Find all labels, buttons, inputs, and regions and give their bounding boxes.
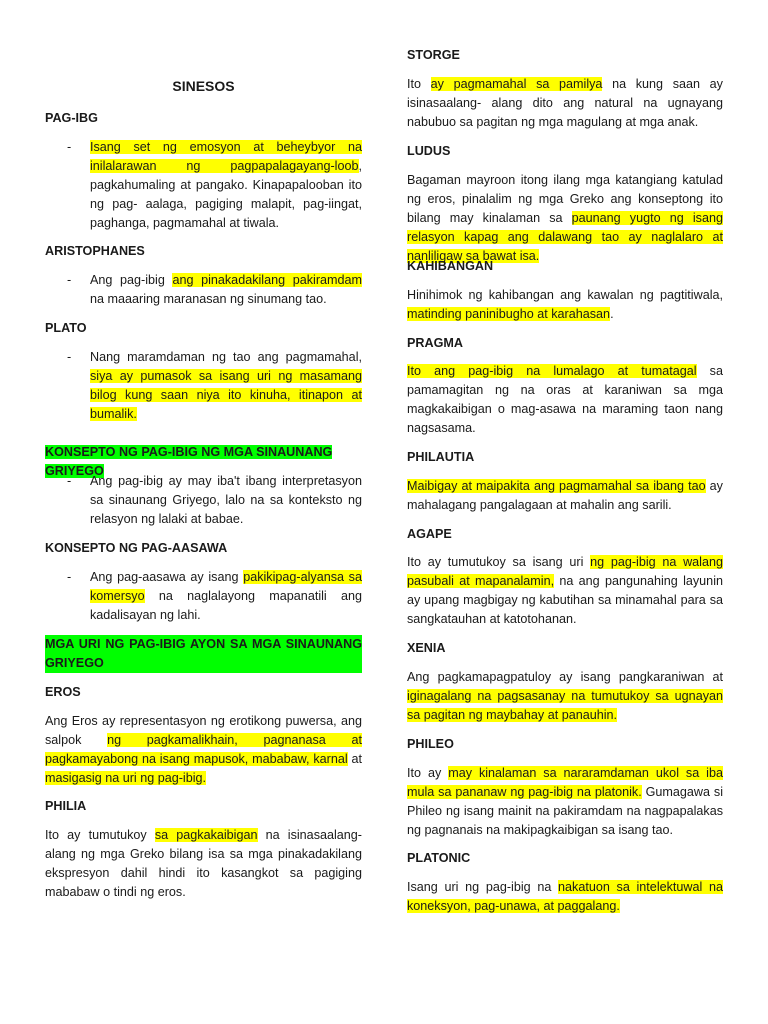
xenia-text: Ang pagkamapagpatuloy ay isang pangkaraniwan at iginagalang na pagsasanay na tumutukoy sa ugnayan sa pagitan ng maybahay at panauhin.: [407, 670, 723, 722]
eros-text: Ang Eros ay representasyon ng erotikong puwersa, ang salpok ng pagkamalikhain, pagnanasa at pagkamayabong na isang mapusok, mababaw, karnal at masigasig na uri ng pag-ibig.: [45, 714, 362, 785]
bullet-dash: -: [67, 273, 72, 287]
platonic-text: Isang uri ng pag-ibig na nakatuon sa intelektuwal na koneksyon, pag-unawa, at paggalang.: [407, 880, 723, 913]
bullet-dash: -: [67, 474, 72, 488]
highlight: masigasig na uri ng pag-ibig.: [45, 771, 207, 785]
heading-platonic: PLATONIC: [407, 851, 471, 865]
highlight: iginagalang na pagsasanay na tumutukoy sa ugnayan sa pagitan ng maybahay at panauhin.: [407, 689, 723, 722]
philia-text: Ito ay tumutukoy sa pagkakaibigan na isinasaalang-alang ng mga Greko bilang isa sa mga pinakadakilang ekspresyon dahil hindi ito kasangkot sa pagiging mababaw o tindi ng eros.: [45, 828, 362, 899]
heading-pagibig: PAG-IBG: [45, 111, 98, 125]
konsepto-griyego-text: Ang pag-ibig ay may iba't ibang interpretasyon sa sinaunang Griyego, lalo na sa konteksto ng relasyon ng lalaki at babae.: [90, 474, 362, 526]
konsepto-pagaasawa-item: [45, 568, 362, 625]
highlight: paunang yugto ng isang relasyon kapag ang dalawang tao ay naglalaro at nanliligaw sa bawat isa.: [407, 211, 723, 263]
pagibig-text: Isang set ng emosyon at beheybyor na inilalarawan ng pagpapalagayang-loob, pagkahumaling at pangako. Kinapapalooban ito ng pag- aalaga, pagiging malapit, pag-iingat, paghanga, pagmamahal at tiwala.: [90, 140, 362, 230]
highlight: Ito ang pag-ibig na lumalago at tumatagal: [407, 364, 697, 378]
heading-philia: PHILIA: [45, 799, 87, 813]
document-title: SINESOS: [172, 78, 235, 94]
heading-konsepto-griyego: KONSEPTO NG PAG-IBIG NG MGA SINAUNANG GRIYEGO: [45, 445, 333, 478]
heading-agape: AGAPE: [407, 527, 452, 541]
heading-kahibangan: KAHIBANGAN: [407, 259, 494, 273]
heading-aristophanes: ARISTOPHANES: [45, 244, 145, 258]
highlight: siya ay pumasok sa isang uri ng masamang bilog kung saan niya ito kinuha, itinapon at bumalik.: [90, 369, 362, 421]
plato-text: Nang maramdaman ng tao ang pagmamahal, siya ay pumasok sa isang uri ng masamang bilog kung saan niya ito kinuha, itinapon at bumalik.: [90, 350, 362, 421]
highlight: nakatuon sa intelektuwal na koneksyon, pag-unawa, at paggalang.: [407, 880, 723, 913]
bullet-dash: -: [67, 570, 72, 584]
agape-text: Ito ay tumutukoy sa isang uri ng pag-ibig na walang pasubali at mapanalamin, na ang pangunahing layunin ay upang magbigay ng kabutihan sa minamahal para sa sangkatauhan at katotohanan.: [407, 555, 723, 626]
highlight: ang pinakadakilang pakiramdam: [172, 273, 363, 287]
heading-phileo: PHILEO: [407, 737, 454, 751]
heading-plato: PLATO: [45, 321, 87, 335]
konsepto-pagaasawa-text: Ang pag-aasawa ay isang pakikipag-alyansa sa komersyo na naglalayong mapanatili ang kadalisayan ng lahi.: [90, 570, 362, 622]
highlight: may kinalaman sa nararamdaman ukol sa iba mula sa pananaw ng pag-ibig na platonik.: [407, 766, 723, 799]
ludus-text: Bagaman mayroon itong ilang mga katangiang katulad ng eros, pinalalim ng mga Greko ang konseptong ito bilang may kinalaman sa paunang yugto ng isang relasyon kapag ang dalawang tao ay naglalaro at nanliligaw sa bawat isa.: [407, 173, 723, 263]
storge-text: Ito ay pagmamahal sa pamilya na kung saan ay isinasaalang- alang dito ang natural na ugnayang nabubuo sa pagitan ng mga magulang at mga anak.: [407, 77, 723, 129]
pagibig-item: [45, 138, 362, 233]
highlight: matinding paninibugho at karahasan: [407, 307, 611, 321]
kahibangan-text: Hinihimok ng kahibangan ang kawalan ng pagtitiwala, matinding paninibugho at karahasan.: [407, 288, 723, 321]
highlight: ay pagmamahal sa pamilya: [430, 77, 603, 91]
heading-eros: EROS: [45, 685, 81, 699]
konsepto-griyego-item: [45, 472, 362, 529]
highlight: Isang set ng emosyon at beheybyor na inilalarawan ng pagpapalagayang-loob: [90, 140, 362, 173]
heading-pragma: PRAGMA: [407, 336, 463, 350]
pragma-text: Ito ang pag-ibig na lumalago at tumatagal sa pamamagitan ng na oras at karaniwan sa mga magkakaibigan o mag-asawa na maraming taon nang nagsasama.: [407, 364, 723, 435]
bullet-dash: -: [67, 350, 72, 364]
plato-item: [45, 348, 362, 424]
heading-konsepto-pagaasawa: KONSEPTO NG PAG-AASAWA: [45, 541, 228, 555]
aristophanes-text: Ang pag-ibig ang pinakadakilang pakiramdam na maaaring maranasan ng sinumang tao.: [90, 273, 363, 306]
heading-storge: STORGE: [407, 48, 460, 62]
highlight: Maibigay at maipakita ang pagmamahal sa ibang tao: [407, 479, 706, 493]
aristophanes-item: [45, 271, 362, 309]
highlight: sa pagkakaibigan: [154, 828, 258, 842]
heading-xenia: XENIA: [407, 641, 446, 655]
philautia-text: Maibigay at maipakita ang pagmamahal sa ibang tao ay mahalagang pangalagaan at mahalin ang sarili.: [407, 479, 723, 512]
heading-philautia: PHILAUTIA: [407, 450, 475, 464]
highlight: ng pag-ibig na walang pasubali at mapanalamin,: [407, 555, 723, 588]
highlight: pakikipag-alyansa sa komersyo: [90, 570, 362, 603]
heading-mga-uri: MGA URI NG PAG-IBIG AYON SA MGA SINAUNANG GRIYEGO: [45, 635, 362, 673]
bullet-dash: -: [67, 140, 72, 154]
highlight: ng pagkamalikhain, pagnanasa at pagkamayabong na isang mapusok, mababaw, karnal: [45, 733, 362, 766]
phileo-text: Ito ay may kinalaman sa nararamdaman ukol sa iba mula sa pananaw ng pag-ibig na platonik. Gumagawa si Phileo ng isang mainit na pakiramdam na nagpapalakas ng pagnanais na makipagkaibigan sa isang tao.: [407, 766, 723, 837]
heading-ludus: LUDUS: [407, 144, 451, 158]
